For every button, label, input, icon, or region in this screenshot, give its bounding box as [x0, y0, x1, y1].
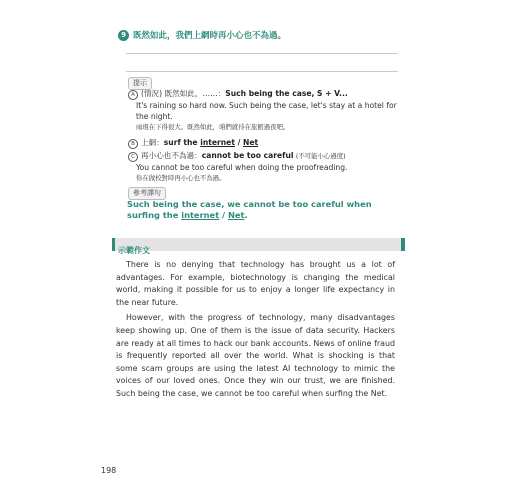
hint-c-marker: C [128, 152, 138, 162]
hint-b-en-word1: internet [200, 138, 235, 147]
hint-a-example-en: It's raining so hard now. Such being the case, let's stay at a hotel for the night. [136, 101, 397, 121]
hint-b-en-sep: / [234, 138, 244, 147]
hint-a [128, 88, 398, 133]
section-bar-end [401, 238, 405, 251]
hint-a-en-phrase: Such being the case, S + V... [225, 89, 348, 98]
hint-c-zh-phrase: 再小心也不為過： [141, 151, 202, 160]
hint-c-en-note: (不可能小心過度) [295, 152, 346, 160]
hint-b [128, 137, 258, 149]
reference-label: 參考譯句 [128, 187, 166, 200]
hint-label: 提示 [128, 77, 152, 90]
hint-a-zh-phrase: (情況) 既然如此，……： [141, 89, 226, 98]
hint-a-example-zh: 雨現在下得很大。既然如此，咱們就待在旅館過夜吧。 [136, 123, 290, 131]
section-title: 示範作文 [118, 246, 150, 255]
model-essay [116, 259, 395, 404]
question-text: 既然如此，我們上網時再小心也不為過。 [133, 31, 287, 41]
reference-answer [127, 199, 403, 221]
hint-b-marker: B [128, 139, 138, 149]
answer-end: . [244, 210, 248, 220]
hint-b-zh-phrase: 上網： [141, 138, 164, 147]
answer-word1: internet [181, 210, 220, 220]
answer-part1: Such being the case, we cannot be too careful when surfing the [127, 199, 372, 220]
hint-b-en-prefix: surf the [163, 138, 201, 147]
answer-line-1 [126, 53, 398, 54]
hint-c-example-en: You cannot be too careful when doing the proofreading. [136, 163, 348, 172]
hint-c [128, 150, 398, 184]
hint-c-en-phrase: cannot be too careful [201, 151, 294, 160]
question-number-badge: 9 [118, 30, 129, 41]
essay-paragraph-1: There is no denying that technology has brought us a lot of advantages. For example, biotechnology is changing the medical world, making it possible for us to enjoy a longer life expectancy in the near future. [116, 260, 395, 307]
answer-word2: Net [227, 210, 245, 220]
hint-c-example-zh: 你在做校對時再小心也不為過。 [136, 174, 226, 182]
page-number: 198 [101, 466, 117, 475]
essay-paragraph-2: However, with the progress of technology, many disadvantages keep showing up. One of them is the issue of data security. Hackers are ready at all times to hack our bank accounts. News of online fraud is frequently reported all over the world. What is shocking is that some scam groups are using the latest AI technology to mimic the voices of our loved ones. Once they win our trust, we are finished. Such being the case, we cannot be too careful when surfing the Net. [116, 313, 395, 398]
hint-a-marker: A [128, 90, 138, 100]
hint-b-en-word2: Net [243, 138, 259, 147]
answer-sep: / [219, 210, 228, 220]
section-header [112, 238, 405, 255]
question-header [118, 29, 286, 41]
answer-line-2 [126, 71, 398, 72]
